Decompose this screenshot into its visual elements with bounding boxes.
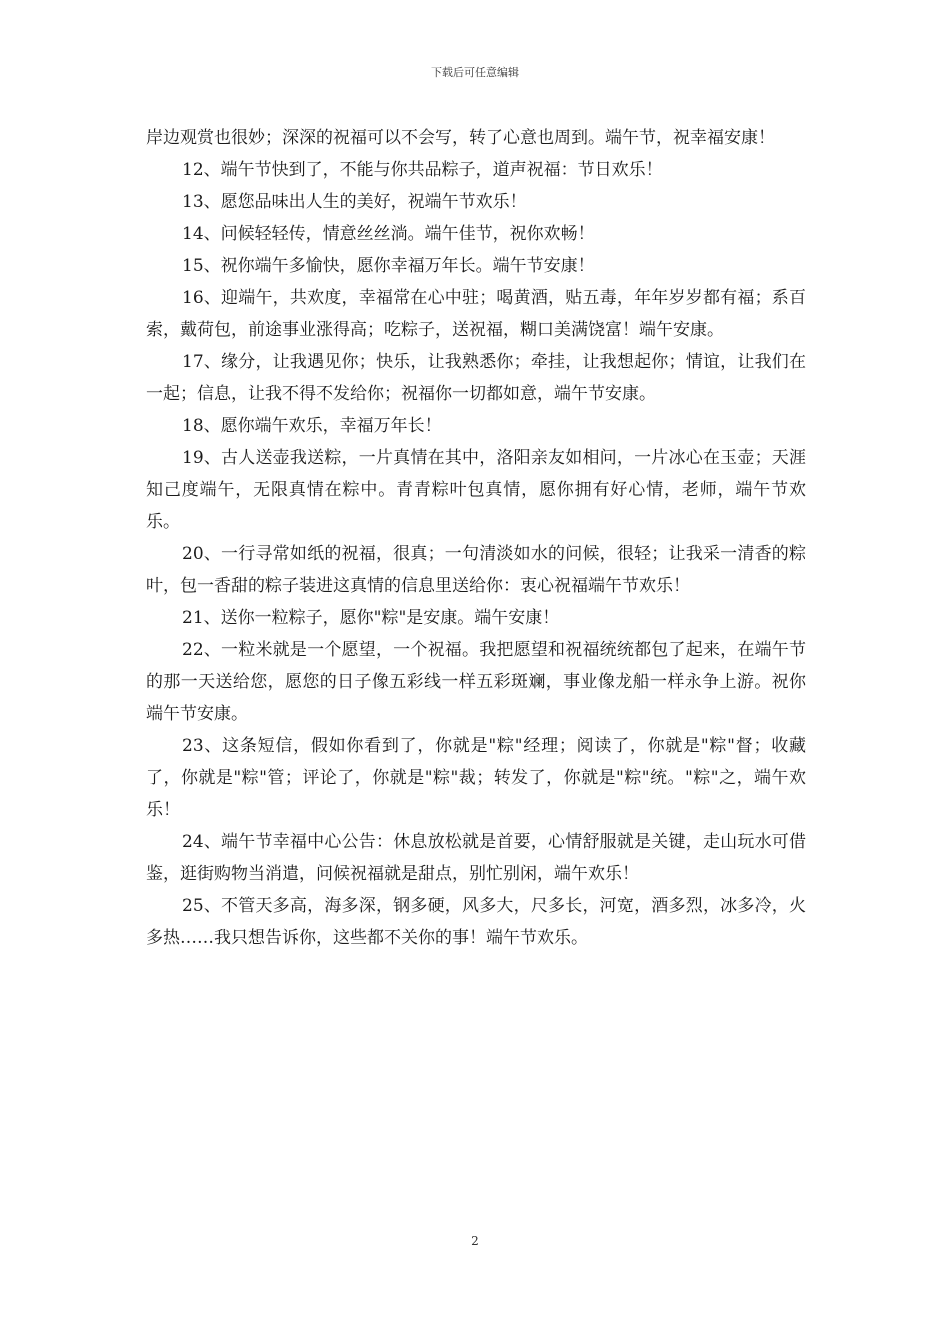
paragraph-item-12: 12、端午节快到了，不能与你共品粽子，道声祝福：节日欢乐！: [182, 160, 663, 180]
paragraph-item-25: 25、不管天多高，海多深，钢多硬，风多大，尺多长，河宽，酒多烈，冰多冷，火多热……我只想告诉你，这些都不关你的事！端午节欢乐。: [146, 896, 806, 948]
page-number: 2: [471, 1234, 479, 1248]
paragraph-continuation: 岸边观赏也很妙；深深的祝福可以不会写，转了心意也周到。端午节，祝幸福安康！: [146, 128, 775, 148]
paragraph-item-14: 14、问候轻轻传，情意丝丝淌。端午佳节，祝你欢畅！: [182, 224, 595, 244]
paragraph-item-20: 20、一行寻常如纸的祝福，很真；一句清淡如水的问候，很轻；让我采一清香的粽叶，包一香甜的粽子装进这真情的信息里送给你：衷心祝福端午节欢乐！: [146, 544, 806, 596]
paragraph-item-22: 22、一粒米就是一个愿望，一个祝福。我把愿望和祝福统统都包了起来，在端午节的那一天送给您，愿您的日子像五彩线一样五彩斑斓，事业像龙船一样永争上游。祝你端午节安康。: [146, 640, 806, 724]
document-body: [146, 122, 806, 954]
paragraph-item-24: 24、端午节幸福中心公告：休息放松就是首要，心情舒服就是关键，走山玩水可借鉴，逛街购物当消遣，问候祝福就是甜点，别忙别闲，端午欢乐！: [146, 832, 806, 884]
paragraph-item-15: 15、祝你端午多愉快，愿你幸福万年长。端午节安康！: [182, 256, 595, 276]
paragraph-item-17: 17、缘分，让我遇见你；快乐，让我熟悉你；牵挂，让我想起你；情谊，让我们在一起；信息，让我不得不发给你；祝福你一切都如意，端午节安康。: [146, 352, 806, 404]
paragraph-item-13: 13、愿您品味出人生的美好，祝端午节欢乐！: [182, 192, 527, 212]
paragraph-item-19: 19、古人送壶我送粽，一片真情在其中，洛阳亲友如相问，一片冰心在玉壶；天涯知己度端午，无限真情在粽中。青青粽叶包真情，愿你拥有好心情，老师，端午节欢乐。: [146, 448, 806, 532]
paragraph-item-18: 18、愿你端午欢乐，幸福万年长！: [182, 416, 442, 436]
paragraph-item-23: 23、这条短信，假如你看到了，你就是"粽"经理；阅读了，你就是"粽"督；收藏了，你就是"粽"管；评论了，你就是"粽"裁；转发了，你就是"粽"统。"粽"之，端午欢乐！: [146, 736, 806, 820]
paragraph-item-16: 16、迎端午，共欢度，幸福常在心中驻；喝黄酒，贴五毒，年年岁岁都有福；系百索，戴荷包，前途事业涨得高；吃粽子，送祝福，糊口美满饶富！端午安康。: [146, 288, 806, 340]
page-header: 下载后可任意编辑: [431, 66, 519, 79]
paragraph-item-21: 21、送你一粒粽子，愿你"粽"是安康。端午安康！: [182, 608, 560, 628]
